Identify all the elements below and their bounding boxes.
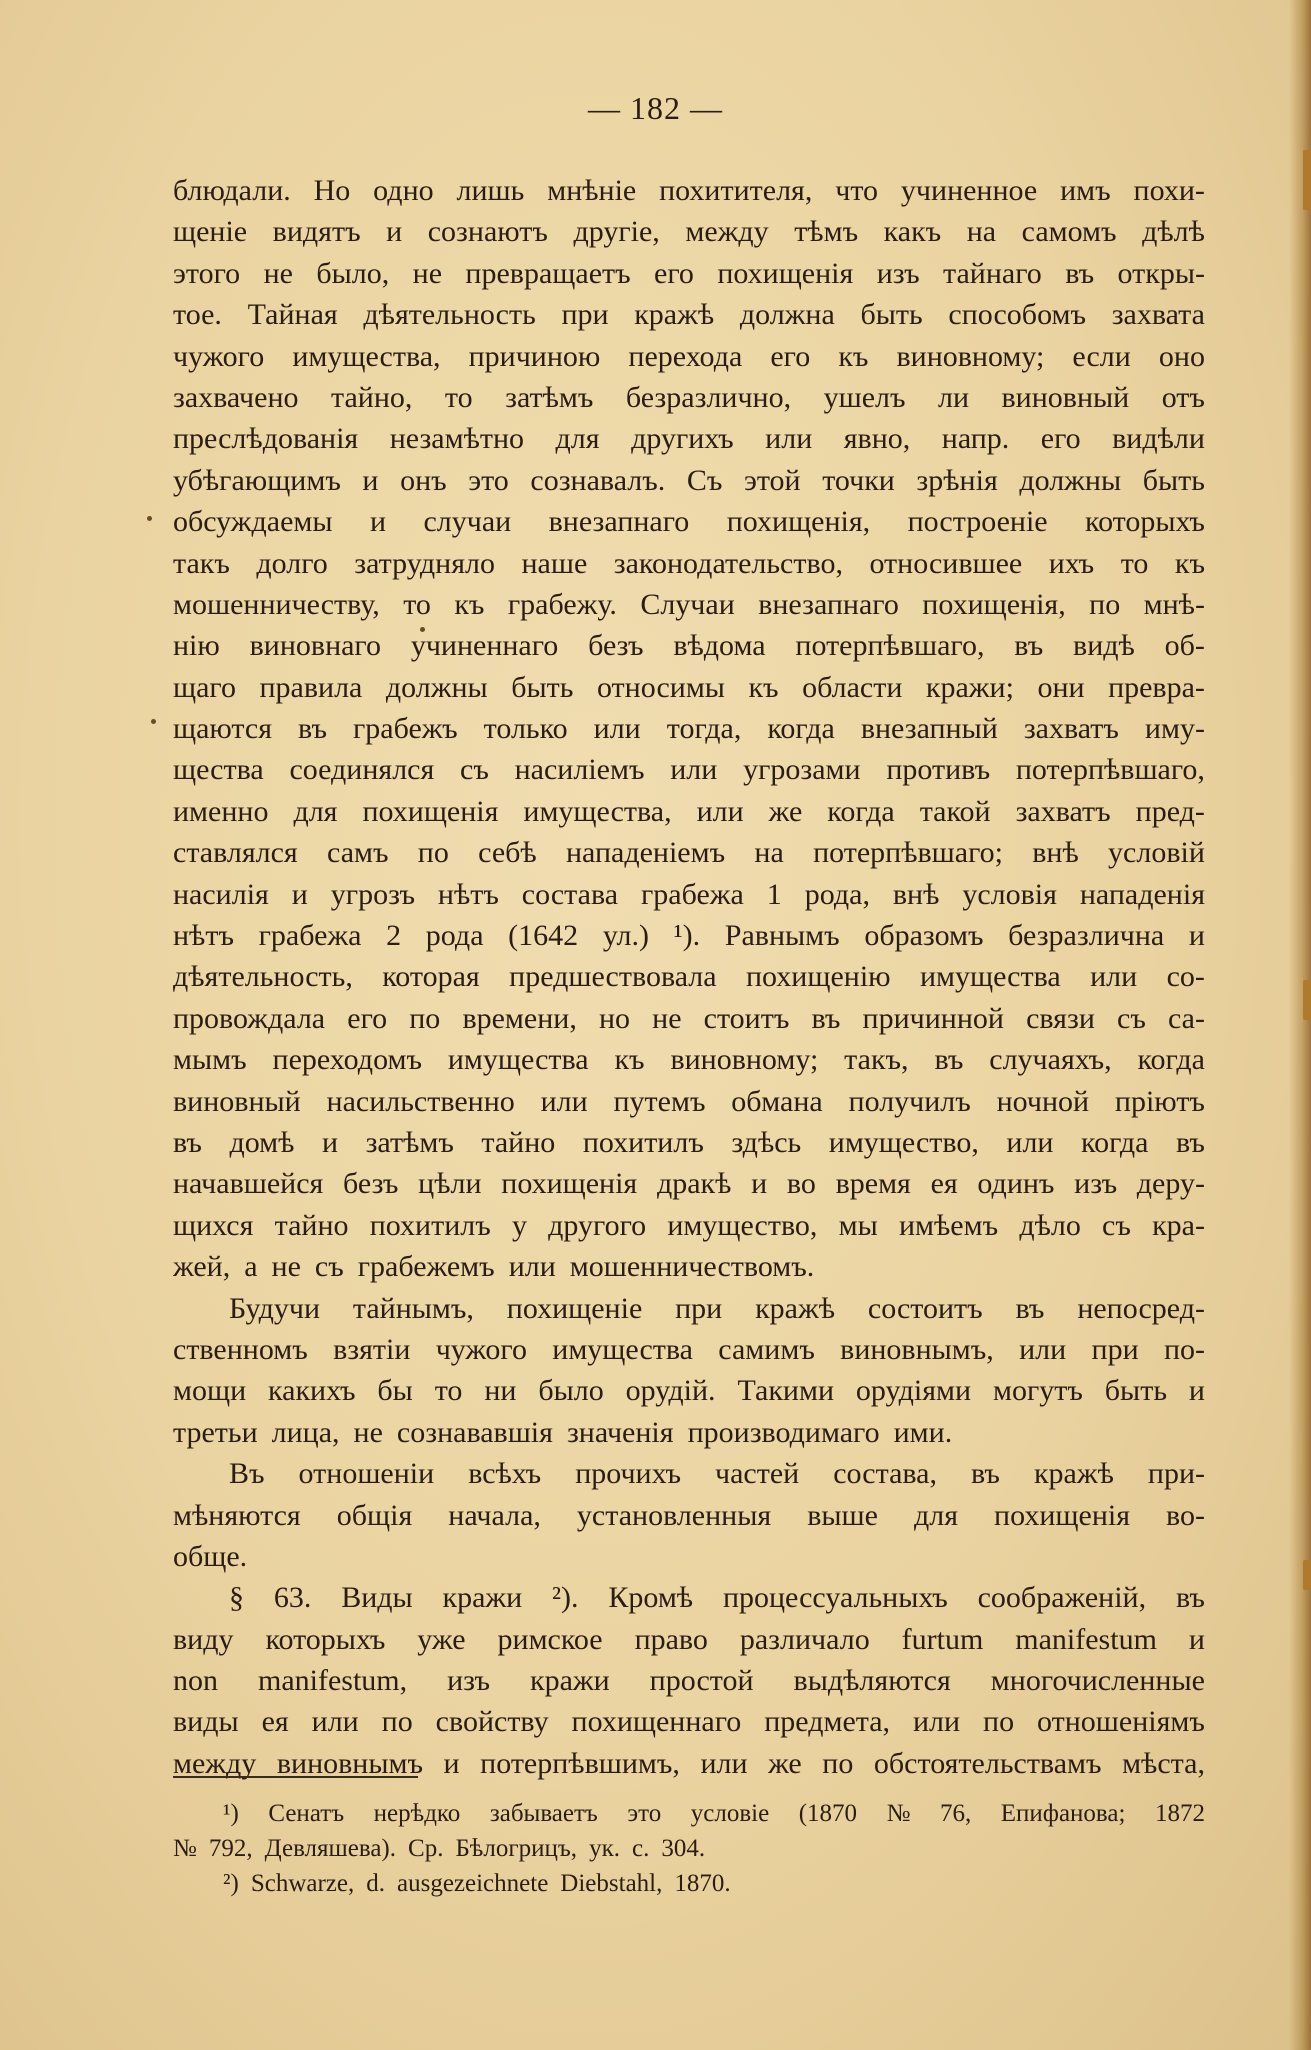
text-line: провождала его по времени, но не стоитъ въ причинной связи съ са- <box>173 1001 1205 1035</box>
text-line: щаются въ грабежъ только или тогда, когда внезапный захватъ иму- <box>173 712 1205 746</box>
text-line: виду которыхъ уже римское право различало furtum manifestum и <box>173 1622 1205 1656</box>
page-edge-stain <box>1303 980 1311 1020</box>
text-line: блюдали. Но одно лишь мнѣніе похитителя, что учиненное имъ похи- <box>173 174 1205 207</box>
text-line: щества соединялся съ насиліемъ или угрозами противъ потерпѣвшаго, <box>173 753 1205 787</box>
text-line: виновный насильственно или путемъ обмана получилъ ночной пріютъ <box>173 1084 1205 1118</box>
text-line: щеніе видятъ и сознаютъ другіе, между тѣмъ какъ на самомъ дѣлѣ <box>173 215 1205 249</box>
ink-speck <box>147 516 152 521</box>
text-line: мымъ переходомъ имущества къ виновному; такъ, въ случаяхъ, когда <box>173 1043 1205 1077</box>
text-line: щихся тайно похитилъ у другого имущество, мы имѣемъ дѣло съ кра- <box>173 1208 1205 1242</box>
text-line: нѣтъ грабежа 2 рода (1642 ул.) ¹). Равнымъ образомъ безразлична и <box>173 919 1205 953</box>
text-line: обще. <box>173 1539 248 1573</box>
text-line: начавшейся безъ цѣли похищенія дракѣ и во время ея одинъ изъ деру- <box>173 1167 1205 1201</box>
text-line: именно для похищенія имущества, или же когда такой захватъ пред- <box>173 794 1205 828</box>
text-line: щаго правила должны быть относимы къ области кражи; они превра- <box>173 670 1205 704</box>
text-line: дѣятельность, которая предшествовала похищенію имущества или со- <box>173 960 1205 994</box>
body-text <box>173 170 1205 1784</box>
text-line: мошенничеству, то къ грабежу. Случаи внезапнаго похищенія, по мнѣ- <box>173 587 1205 621</box>
text-line: non manifestum, изъ кражи простой выдѣляются многочисленные <box>173 1664 1205 1698</box>
text-line: мѣняются общія начала, установленныя выше для похищенія во- <box>173 1498 1205 1532</box>
footnote-line: ²) Schwarze, d. ausgezeichnete Diebstahl, 1870. <box>223 1870 731 1897</box>
text-line: насилія и угрозъ нѣтъ состава грабежа 1 рода, внѣ условія нападенія <box>173 877 1205 911</box>
text-line: въ домѣ и затѣмъ тайно похитилъ здѣсь имущество, или когда въ <box>173 1125 1205 1159</box>
footnote-line: № 792, Девляшева). Ср. Бѣлогрицъ, ук. с. 304. <box>173 1835 706 1862</box>
text-line: чужого имущества, причиною перехода его къ виновному; если оно <box>173 339 1205 373</box>
text-line: такъ долго затрудняло наше законодательство, относившее ихъ то къ <box>173 546 1205 580</box>
text-line: Будучи тайнымъ, похищеніе при кражѣ состоитъ въ непосред- <box>229 1291 1205 1325</box>
footnotes <box>173 1796 1205 1901</box>
text-line: ставлялся самъ по себѣ нападеніемъ на потерпѣвшаго; внѣ условій <box>173 836 1205 870</box>
text-line: § 63. Виды кражи ²). Кромѣ процессуальныхъ соображеній, въ <box>229 1581 1205 1615</box>
text-line: тое. Тайная дѣятельность при кражѣ должна быть способомъ захвата <box>173 298 1205 332</box>
page-edge-stain <box>1303 150 1311 210</box>
page-edge-stain <box>1303 1560 1311 1590</box>
ink-speck <box>151 719 156 724</box>
text-line: Въ отношеніи всѣхъ прочихъ частей состава, въ кражѣ при- <box>229 1457 1205 1491</box>
text-line: мощи какихъ бы то ни было орудій. Такими орудіями могутъ быть и <box>173 1374 1205 1408</box>
page-number: — 182 — <box>588 90 723 126</box>
text-line: обсуждаемы и случаи внезапнаго похищенія, построеніе которыхъ <box>173 505 1205 539</box>
text-line: захвачено тайно, то затѣмъ безразлично, ушелъ ли виновный отъ <box>173 380 1205 414</box>
text-line: третьи лица, не сознававшія значенія производимаго ими. <box>173 1415 953 1449</box>
text-line: виды ея или по свойству похищеннаго предмета, или по отношеніямъ <box>173 1705 1205 1739</box>
text-line: между виновнымъ и потерпѣвшимъ, или же по обстоятельствамъ мѣста, <box>173 1746 1205 1780</box>
text-line: нію виновнаго учиненнаго безъ вѣдома потерпѣвшаго, въ видѣ об- <box>173 629 1205 663</box>
footnote-divider <box>173 1776 418 1778</box>
text-line: убѣгающимъ и онъ это сознавалъ. Съ этой точки зрѣнія должны быть <box>173 463 1205 497</box>
text-line: преслѣдованія незамѣтно для другихъ или явно, напр. его видѣли <box>173 422 1205 456</box>
text-line: этого не было, не превращаетъ его похищенія изъ тайнаго въ откры- <box>173 256 1205 290</box>
footnote-line: ¹) Сенатъ нерѣдко забываетъ это условіе (1870 № 76, Епифанова; 1872 <box>223 1800 1205 1827</box>
text-line: жей, а не съ грабежемъ или мошенничествомъ. <box>173 1250 815 1284</box>
text-line: ственномъ взятіи чужого имущества самимъ виновнымъ, или при по- <box>173 1332 1205 1366</box>
page-edge-shadow <box>1289 0 1311 2050</box>
